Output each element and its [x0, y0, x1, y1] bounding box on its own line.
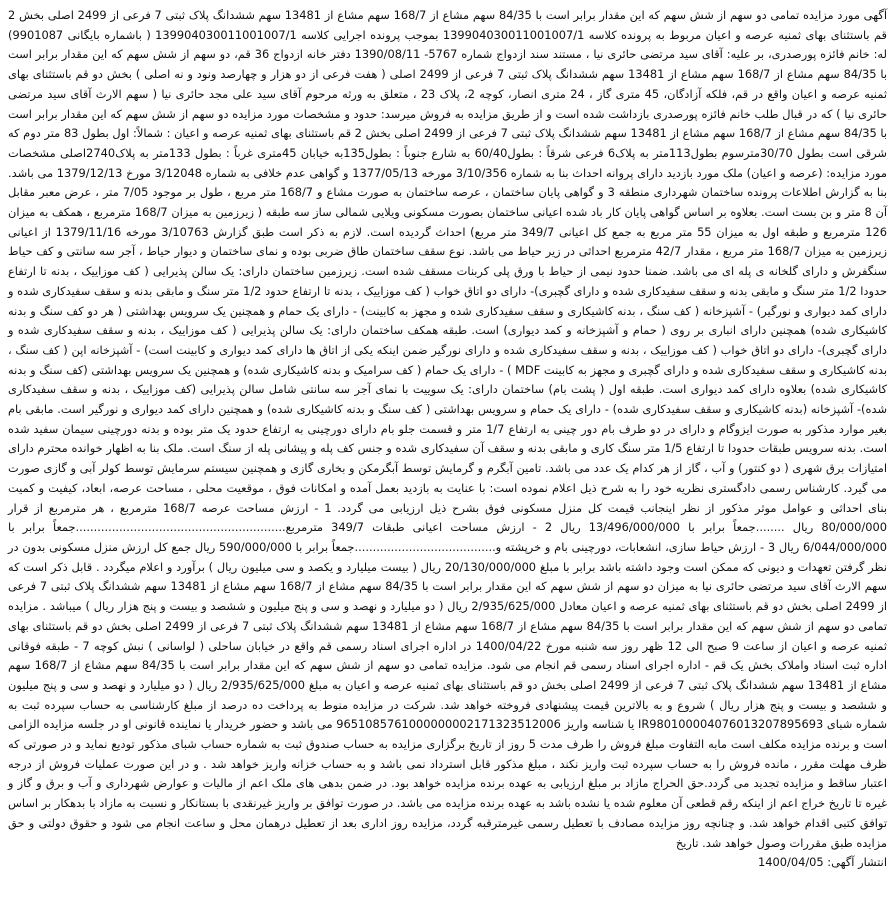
publication-date-label: انتشار آگهی: [827, 855, 887, 870]
publication-date-value: 1400/04/05 [758, 855, 824, 870]
publication-date-line [8, 853, 887, 873]
notice-body: آگهی مورد مزایده تمامی دو سهم از شش سهم که این مقدار برابر است با 84/35 سهم مشاع از 168/7 سهم مشاع از 13481 سهم ششدانگ پلاک ثبتی 7 فرعی از 2499 اصلی بخش 2 قم باستثنای بهای ثمنیه عرصه و اعیان مربوط به پرونده کلاسه 139904030011001007/1 بموجب پرونده اجرایی کلاسه 139904030011001007/1 ( باشماره بایگانی 9901087) له: خانم فائزه پورصدری، بر علیه: آقای سید مرتضی حائری نیا ، مستند سند ازدواج شماره 5767- 1390/08/11 دفتر خانه ازدواج 36 قم، دو سهم از شش سهم که این مقدار برابر است با 84/35 سهم مشاع از 168/7 سهم مشاع از 13481 سهم ششدانگ پلاک ثبتی 7 فرعی از 2499 اصلی ( هفت فرعی از دو هزار و چهارصد ونود و نه اصلی ) بخش دو قم باستثنای بهای ثمنیه عرصه و اعیان واقع در قم، فلکه آزادگان، 45 متری گاز ، 24 متری انصار، کوچه 2، پلاک 23 ، متعلق به ورثه مرحوم آقای سید علی مجد حائری نیا ( سهم الارث آقای سید مرتضی حائری نیا ) که در قبال طلب خانم فائزه پورصدری بازداشت شده است و از طریق مزایده به فروش میرسد: حدود و مشخصات مورد مزایده دو سهم از شش سهم که این مقدار برابر است با 84/35 سهم مشاع از 168/7 سهم مشاع از 13481 سهم ششدانگ پلاک ثبتی 7 فرعی از 2499 اصلی بخش 2 قم باستثنای بهای ثمنیه عرصه و اعیان : شمالاً: اول بطول 83 متر دوم که شرقی است بطول 30/70مترسوم بطول113متر به پلاک6 فرعی شرقاً : بطول60/40 به شارع جنوباً : بطول135به خیابان 45متری غرباً : بطول 133متر به پلاک2740اصلی مشخصات مورد مزایده: (عرصه و اعیان) ملک مورد بازدید دارای پروانه احداث بنا به شماره 3/10/356 مورخه 1377/05/13 و گواهی عدم خلافی به شماره 3/12048 مورخ 1379/12/13 می باشد. بنا به گزارش اطلاعات پرونده ساختمان شهرداری منطقه 3 و گواهی پایان ساختمان ، عرصه ساختمان به صورت مشاع و 168/7 متر مربع ، طول بر موجود 7/05 متر ، عرض معبر مقابل آن 8 متر و بن بست است. بعلاوه بر اساس گواهی پایان کار باد شده اعیانی ساختمان بصورت مسکونی ویلایی شمالی ساز سه طبقه ( زیرزمین به میزان 168/7 مترمربع ، همکف به میزان 126 مترمربع و طبقه اول به میزان 55 متر مربع به جمع کل اعیانی 349/7 متر مربع) احداث گردیده است. لازم به ذکر است طبق گزارش 3/10763 مورخه 1379/11/16 از اعیانی زیرزمین به میزان 168/7 متر مربع ، مقدار 42/7 مترمربع احداثی در زیر حیاط می باشد. نوع سقف ساختمان طاق ضربی بوده و نمای ساختمان و دیوار حیاط ، آجر سه سانتی و کف حیاط سنگفرش و دارای گلخانه ی پله ای می باشد. ضمنا حدود نیمی از حیاط با ورق پلی کربنات مسقف شده است. زیرزمین ساختمان دارای: یک سالن پذیرایی ( کف موزاییک ، بدنه تا ارتفاع حدودا 1/2 متر سنگ و مابقی بدنه و سقف سفیدکاری شده و دارای گچبری)- دارای دو اتاق خواب ( کف موزاییک ، بدنه تا ارتفاع حدود 1/2 متر سنگ و مابقی بدنه و سقف سفیدکاری شده و دارای کمد دیواری و نورگیر) - آشپزخانه ( کف سنگ ، بدنه کاشیکاری و سقف سفیدکاری شده و مجهز به کابینت) - دارای یک حمام و همچنین یک سرویس بهداشتی ( هر دو کف سنگ و بدنه کاشیکاری شده) همچنین دارای انباری بر روی ( حمام و آشپزخانه و کمد دیواری) است. طبقه همکف ساختمان دارای: یک سالن پذیرایی ( کف موزاییک ، بدنه و سقف سفیدکاری شده و دارای گچبری)- دارای دو اتاق خواب ( کف موزاییک ، بدنه و سقف سفیدکاری شده و دارای نورگیر ضمن اینکه یکی از اتاق ها دارای کمد دیواری و کابینت است) - آشپزخانه اپن ( کف سنگ ، بدنه کاشیکاری و سقف سفیدکاری شده و دارای گچبری و مجهز به کابینت MDF ) - دارای یک حمام ( کف سرامیک و بدنه کاشیکاری شده) و همچنین یک سرویس بهداشتی (کف سنگ و بدنه کاشیکاری شده) بعلاوه دارای کمد دیواری است. طبقه اول ( پشت بام) ساختمان دارای: یک سوییت با نمای آجر سه سانتی شامل سالن پذیرایی (کف موزاییک ، بدنه و سقف سفیدکاری شده)- آشپزخانه (بدنه کاشیکاری و سقف سفیدکاری شده) - دارای یک حمام و سرویس بهداشتی ( کف سنگ و بدنه کاشیکاری شده) و همچنین دارای کمد دیواری و نورگیر است. مابقی بام بغیر موارد مذکور به صورت ایزوگام و دارای در دو طرف بام دور چینی به ارتفاع 1/7 متر و قسمت جلو بام دارای دورچینی به ارتفاع حدود یک متر بوده و بدنه دورچینی سیمان سفید شده است. بدنه سرویس طبقات حدودا تا ارتفاع 1/5 متر سنگ کاری و مابقی بدنه و سقف آن سفیدکاری شده و جنس کف پله و پیشانی پله از سنگ است. ملک بنا به اظهار خوانده محترم دارای امتیازات برق شهری ( دو کنتور) و آب ، گاز از هر کدام یک عدد می باشد. تامین آبگرم و گرمایش توسط آبگرمکن و بخاری گازی و همچنین سیستم سرمایش توسط کولر آبی و گازی صورت می گیرد. کارشناس رسمی دادگستری نظریه خود را به شرح ذیل اعلام نموده است: با عنایت به بازدید بعمل آمده و امکانات فوق ، موقعیت محلی ، مساحت عرصه، ابعاد، کیفیت و کمیت بنای احداثی و عوامل موثر مذکور از نظر اینجانب قیمت کل منزل مسکونی فوق بشرح ذیل ارزیابی می گردد. 1 - ارزش مساحت عرصه 168/7 مترمربع ، هر مترمربع از قرار 80/000/000 ریال ........جمعاً برابر با 13/496/000/000 ریال 2 - ارزش مساحت اعیانی طبقات 349/7 مترمربع..........................................................جمعاً برابر با 6/044/000/000 ریال 3 - ارزش حیاط سازی، انشعابات، دورچینی بام و خرپشته و.......................................جمعاً برابر با 590/000/000 ریال جمع کل ارزش منزل مسکونی بدون در نظر گرفتن تعهدات و دیونی که ممکن است وجود داشته باشد برابر با مبلغ 20/130/000/000 ریال ( بیست میلیارد و یکصد و سی میلیون ریال ) برآورد و اعلام میگردد . قابل ذکر است که سهم الارث آقای سید مرتضی حائری نیا به میزان دو سهم از شش سهم که این مقدار برابر است با 84/35 سهم مشاع از 168/7 سهم مشاع از 13481 سهم ششدانگ پلاک ثبتی 7 فرعی از 2499 اصلی بخش دو قم باستثنای بهای ثمنیه عرصه و اعیان معادل 2/935/625/000 ریال ( دو میلیارد و نهصد و سی و پنج میلیون و ششصد و بیست و پنج هزار ریال ) میباشد . مزایده تمامی دو سهم از شش سهم که این مقدار برابر است با 84/35 سهم مشاع از 168/7 سهم مشاع از 13481 سهم ششدانگ پلاک ثبتی 7 فرعی از 2499 اصلی بخش دو قم باستثنای بهای ثمنیه عرصه و اعیان از ساعت 9 صبح الی 12 ظهر روز سه شنبه مورخ 1400/04/22 در اداره اجرای اسناد رسمی قم واقع در خیابان ساحلی ( لواسانی ) نبش کوچه 7 - طبقه فوقانی اداره ثبت اسناد واملاک بخش یک قم - اداره اجرای اسناد رسمی قم انجام می شود. مزایده تمامی دو سهم از شش سهم که این مقدار برابر است با 84/35 سهم مشاع از 168/7 سهم مشاع از 13481 سهم ششدانگ پلاک ثبتی 7 فرعی از 2499 اصلی بخش دو قم باستثنای بهای ثمنیه عرصه و اعیان به مبلغ 2/935/625/000 ریال ( دو میلیارد و نهصد و سی و پنج میلیون و ششصد و بیست و پنج هزار ریال ) شروع و به بالاترین قیمت پیشنهادی فروخته خواهد شد. شرکت در مزایده منوط به پرداخت ده درصد از مبلغ کارشناسی به حساب سپرده ثبت به شماره شبای IR980100004076013207895693 یا شناسه واریز 9651085761000000002171323512006 می باشد و حضور خریدار یا نماینده قانونی او در جلسه مزایده الزامی است و برنده مزایده مکلف است مابه التفاوت مبلغ فروش را ظرف مدت 5 روز از تاریخ برگزاری مزایده به حساب صندوق ثبت به شماره حساب شبای مذکور تودیع نماید و در صورتی که ظرف مهلت مقرر ، مانده فروش را به حساب سپرده ثبت واریز نکند ، مبلغ مذکور قابل استرداد نمی باشد و به حساب خزانه واریز خواهد شد . و در این صورت عملیات فروش از درجه اعتبار ساقط و مزایده تجدید می گردد.حق الحراج مازاد بر مبلغ ارزیابی به عهده برنده مزایده خواهد بود. در ضمن بدهی های ملک اعم از مالیات و عوارض شهرداری و آب و برق و گاز و غیره تا تاریخ خراج اعم از اینکه رقم قطعی آن معلوم شده یا نشده باشد به عهده برنده مزایده می باشد. در صورت توافق بر واریز غیرنقدی با بستانکار و نسبت به مازاد با بدهکار بر اساس توافق کتبی اقدام خواهد شد. و چنانچه روز مزایده مصادف با تعطیل رسمی غیرمترقبه گردد، مزایده روز اداری بعد از تعطیل درهمان محل و ساعت انجام می شود و حقوق دولتی و حق مزایده طبق مقررات وصول خواهد شد. تاریخ [8, 8, 888, 850]
